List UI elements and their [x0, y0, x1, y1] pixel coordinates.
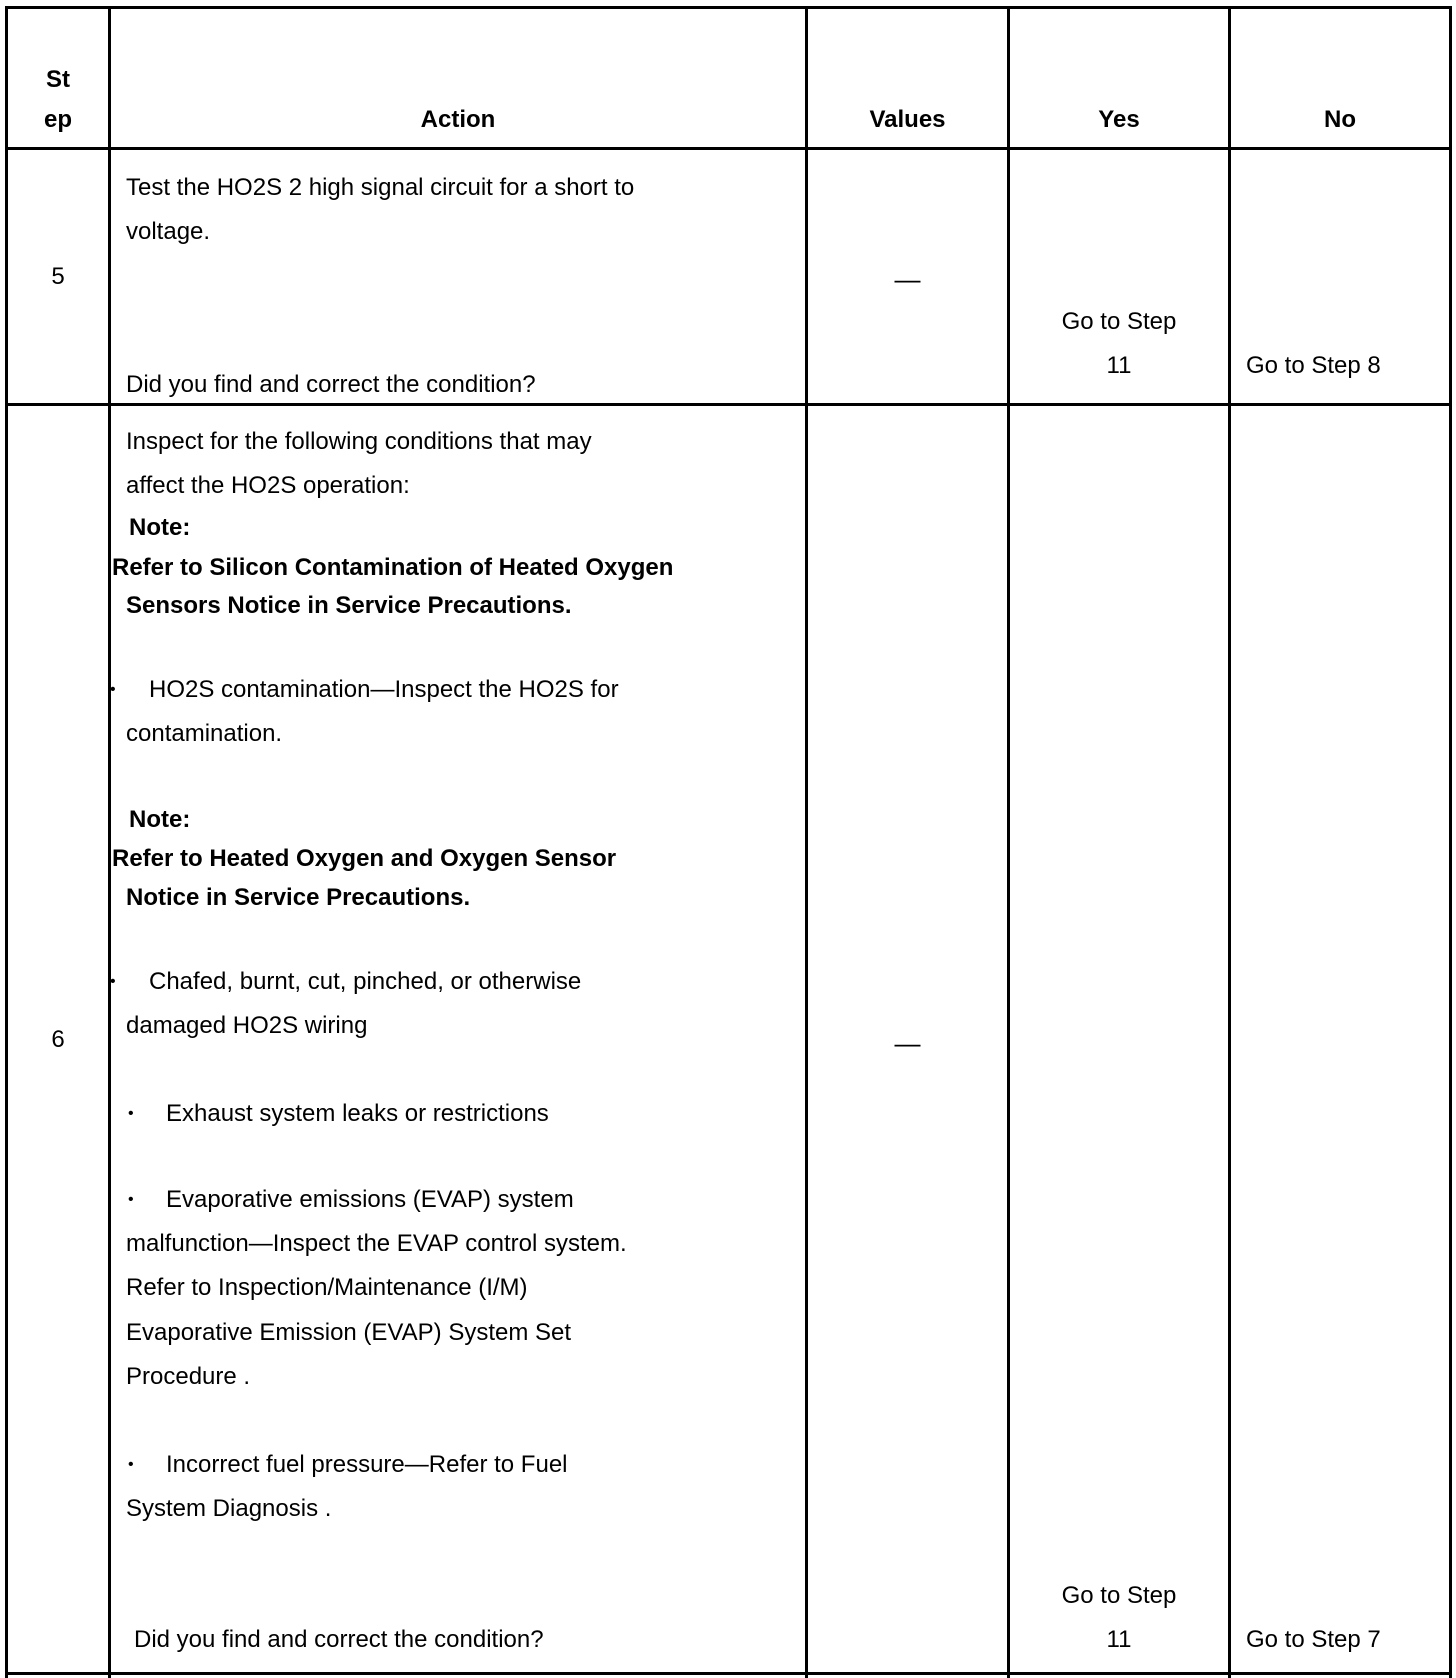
- row6-bullet5-line2: System Diagnosis .: [126, 1495, 332, 1522]
- column-divider-action-values: [805, 6, 808, 1678]
- table-border-bottom: [5, 1672, 1451, 1675]
- header-divider: [5, 147, 1451, 150]
- row5-no: Go to Step 8: [1246, 352, 1381, 379]
- table-border-right: [1449, 6, 1452, 1678]
- column-divider-values-yes: [1007, 6, 1010, 1678]
- row6-bullet2-line2: damaged HO2S wiring: [126, 1012, 368, 1039]
- header-no: No: [1324, 106, 1356, 133]
- row6-yes-line1: Go to Step: [1061, 1582, 1177, 1609]
- row6-note1-line1: Refer to Silicon Contamination of Heated Oxygen: [112, 554, 674, 581]
- row6-bullet5-line1: Incorrect fuel pressure—Refer to Fuel: [166, 1451, 568, 1478]
- row6-bullet5-glyph: •: [128, 1456, 134, 1473]
- column-divider-step-action: [108, 6, 111, 1678]
- row5-action-line1: Test the HO2S 2 high signal circuit for a short to: [126, 174, 635, 201]
- row6-bullet4-line2: malfunction—Inspect the EVAP control system.: [126, 1230, 627, 1257]
- header-step-line2: ep: [43, 106, 72, 133]
- row5-action-question: Did you find and correct the condition?: [126, 371, 536, 398]
- header-step: [8, 60, 108, 140]
- header-values: Values: [869, 106, 946, 133]
- header-yes: Yes: [1098, 106, 1140, 133]
- row6-note1-line2: Sensors Notice in Service Precautions.: [126, 592, 572, 619]
- row6-note2-line2: Notice in Service Precautions.: [126, 884, 471, 911]
- row6-bullet4-line3: Refer to Inspection/Maintenance (I/M): [126, 1274, 528, 1301]
- row5-yes-line1: Go to Step: [1061, 308, 1177, 335]
- row6-bullet3-glyph: •: [128, 1105, 134, 1122]
- row5-step: 5: [51, 263, 65, 290]
- row6-action-question: Did you find and correct the condition?: [134, 1626, 544, 1653]
- row6-note1-label: Note:: [129, 514, 191, 541]
- row6-yes-line2: 11: [1106, 1626, 1132, 1653]
- row6-bullet4-line1: Evaporative emissions (EVAP) system: [166, 1186, 574, 1213]
- row6-values: —: [894, 1028, 921, 1058]
- row6-bullet1-glyph: •: [110, 681, 116, 698]
- row5-action-line2: voltage.: [126, 218, 211, 245]
- row5-yes-line2: 11: [1106, 352, 1132, 379]
- header-step-line1: St: [46, 66, 70, 93]
- row6-no: Go to Step 7: [1246, 1626, 1381, 1653]
- row6-bullet1-line2: contamination.: [126, 720, 283, 747]
- row6-step: 6: [51, 1026, 65, 1053]
- row6-bullet4-line5: Procedure .: [126, 1363, 251, 1390]
- row6-intro-line2: affect the HO2S operation:: [126, 472, 410, 499]
- row6-note2-label: Note:: [129, 806, 191, 833]
- row6-bullet3: Exhaust system leaks or restrictions: [166, 1100, 549, 1127]
- row6-bullet2-glyph: •: [110, 973, 116, 990]
- row6-bullet2-line1: Chafed, burnt, cut, pinched, or otherwise: [149, 968, 582, 995]
- row6-bullet1-line1: HO2S contamination—Inspect the HO2S for: [149, 676, 619, 703]
- row6-intro-line1: Inspect for the following conditions that may: [126, 428, 592, 455]
- header-action: Action: [420, 106, 496, 133]
- row6-note2-line1: Refer to Heated Oxygen and Oxygen Sensor: [112, 845, 617, 872]
- row5-values: —: [894, 264, 921, 294]
- row6-bullet4-line4: Evaporative Emission (EVAP) System Set: [126, 1319, 572, 1346]
- table-border-top: [5, 6, 1451, 9]
- column-divider-yes-no: [1228, 6, 1231, 1678]
- row6-bullet4-glyph: •: [128, 1191, 134, 1208]
